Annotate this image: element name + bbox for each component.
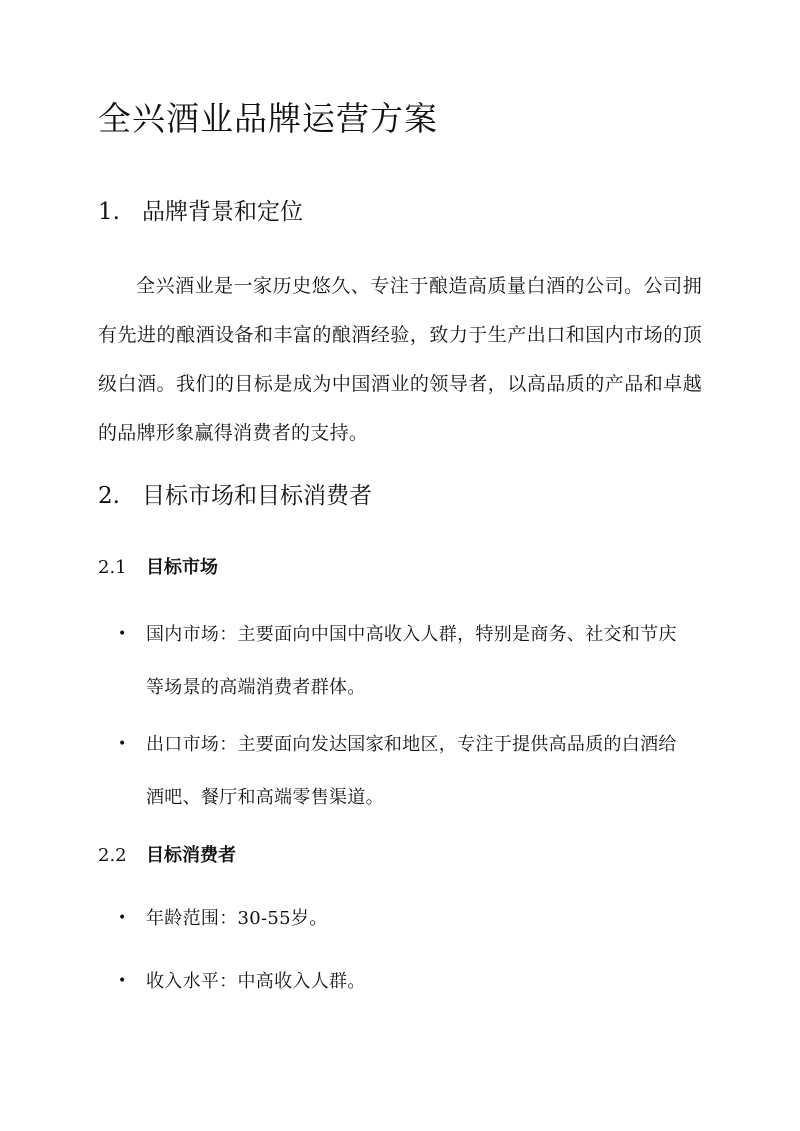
bullet-icon: •: [118, 626, 127, 642]
section-2-title: 目标市场和目标消费者: [142, 483, 372, 509]
document-title: 全兴酒业品牌运营方案: [98, 99, 438, 138]
list-item-text: 收入水平：中高收入人群。: [146, 971, 366, 992]
bullet-icon: •: [118, 910, 127, 926]
list-item-text: 出口市场：主要面向发达国家和地区，专注于提供高品质的白酒给酒吧、餐厅和高端零售渠道。: [146, 734, 677, 808]
list-item: [98, 718, 702, 824]
section-1-number: 1.: [98, 199, 120, 225]
subsection-2-1-number: 2.1: [98, 557, 127, 578]
list-item-text: 年龄范围：30-55岁。: [146, 908, 328, 929]
list-item: [98, 608, 702, 714]
section-1-title: 品牌背景和定位: [142, 199, 303, 225]
bullet-icon: •: [118, 973, 127, 989]
section-2-heading: [98, 480, 372, 512]
subsection-2-2-heading: [98, 843, 236, 869]
subsection-2-1-heading: [98, 555, 218, 581]
subsection-2-2-title: 目标消费者: [146, 845, 236, 866]
section-2-number: 2.: [98, 483, 120, 509]
list-item-text: 国内市场：主要面向中国中高收入人群，特别是商务、社交和节庆等场景的高端消费者群体。: [146, 624, 677, 698]
list-item: [98, 955, 702, 1008]
subsection-2-1-title: 目标市场: [146, 557, 218, 578]
list-item: [98, 892, 702, 945]
bullet-icon: •: [118, 736, 127, 752]
section-1-paragraph: 全兴酒业是一家历史悠久、专注于酿造高质量白酒的公司。公司拥有先进的酿酒设备和丰富的酿酒经验，致力于生产出口和国内市场的顶级白酒。我们的目标是成为中国酒业的领导者，以高品质的产品和卓越的品牌形象赢得消费者的支持。: [98, 275, 702, 444]
section-1-heading: [98, 196, 303, 228]
subsection-2-2-number: 2.2: [98, 845, 127, 866]
